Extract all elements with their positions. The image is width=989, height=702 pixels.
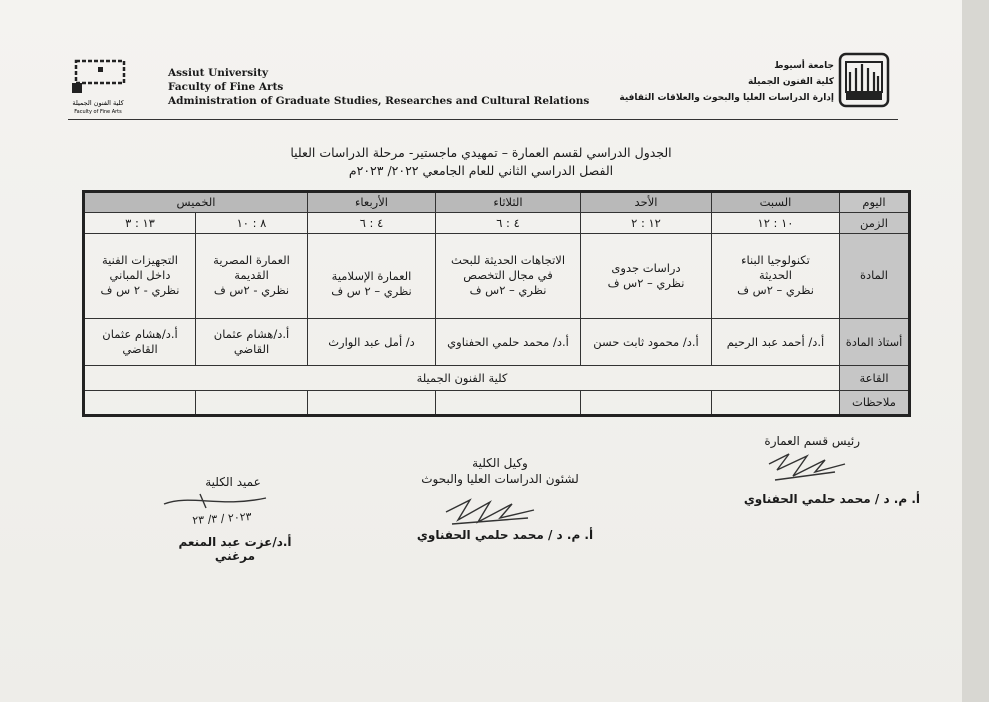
faculty-name-en: Faculty of Fine Arts (168, 81, 284, 93)
row-label-day: اليوم (840, 192, 910, 213)
header-divider (68, 119, 898, 120)
row-label-notes: ملاحظات (840, 391, 910, 416)
notes-cell (196, 391, 308, 416)
vice-dean-name: أ. م. د / محمد حلمي الحفناوي (416, 528, 594, 542)
row-times (84, 213, 910, 233)
vice-dean-role: وكيل الكلية (472, 456, 528, 470)
row-days (84, 192, 910, 213)
row-label-professor: أستاذ المادة (840, 319, 910, 366)
head-of-dept-name: أ. م. د / محمد حلمي الحفناوي (743, 492, 920, 506)
subject-cell: العمارة الإسلامية نظري – ٢ س ف (308, 233, 436, 319)
logo-left-caption-ar: كلية الفنون الجميلة (72, 99, 124, 107)
notes-cell (436, 391, 581, 416)
professor-cell: أ.د/ محمود ثابت حسن (581, 319, 712, 366)
row-label-time: الزمن (840, 213, 910, 233)
row-professors (84, 319, 910, 366)
day-sunday: الأحد (581, 192, 712, 213)
faculty-name-ar: كلية الفنون الجميلة (747, 77, 834, 87)
university-name-en: Assiut University (168, 67, 269, 79)
day-thursday: الخميس (84, 192, 308, 213)
notes-cell (308, 391, 436, 416)
subject-cell: تكنولوجيا البناء الحديثة نظري – ٢س ف (712, 233, 840, 319)
professor-cell: د/ أمل عبد الوارث (308, 319, 436, 366)
day-tuesday: الثلاثاء (436, 192, 581, 213)
subject-cell: العمارة المصرية القديمة نظري - ٢س ف (196, 233, 308, 319)
faculty-logo-left (68, 55, 130, 115)
administration-name-en: Administration of Graduate Studies, Researches and Cultural Relations (168, 95, 590, 107)
signature-vice-dean (400, 455, 600, 487)
subject-cell: دراسات جدوى نظري – ٢س ف (581, 233, 712, 319)
row-hall (84, 366, 910, 391)
dean-signature-date: ٢٠٢٣ / ٣/ ٢٣ (191, 509, 253, 528)
signature-head-of-dept (700, 433, 920, 449)
vice-dean-signature (440, 492, 540, 528)
time-cell: ١٣ : ٣ (84, 213, 196, 233)
document-subtitle: الفصل الدراسي الثاني للعام الجامعي ٢٠٢٢/ ٢٠٢٣م (348, 163, 614, 178)
dean-role: عميد الكلية (205, 475, 261, 489)
professor-cell: أ.د/هشام عثمان القاضي (196, 319, 308, 366)
page-edge (962, 0, 989, 702)
time-cell: ١٠ : ١٢ (712, 213, 840, 233)
time-cell: ١٢ : ٢ (581, 213, 712, 233)
subject-cell: الاتجاهات الحديثة للبحث في مجال التخصص نظري – ٢س ف (436, 233, 581, 319)
time-cell: ٤ : ٦ (308, 213, 436, 233)
administration-name-ar: إدارة الدراسات العليا والبحوث والعلاقات الثقافية (619, 93, 834, 103)
day-saturday: السبت (712, 192, 840, 213)
professor-cell: أ.د/ محمد حلمي الحفناوي (436, 319, 581, 366)
schedule-table (82, 190, 911, 417)
time-cell: ٤ : ٦ (436, 213, 581, 233)
dean-name: أ.د/عزت عبد المنعم مرغني (178, 535, 292, 563)
notes-cell (712, 391, 840, 416)
row-label-hall: القاعة (840, 366, 910, 391)
vice-dean-role-line2: لشئون الدراسات العليا والبحوث (421, 472, 579, 486)
row-label-subject: المادة (840, 233, 910, 319)
dean-signature (160, 490, 270, 512)
subject-cell: التجهيزات الفنية داخل المباني نظري - ٢ س ف (84, 233, 196, 319)
row-subjects (84, 233, 910, 319)
professor-cell: أ.د/هشام عثمان القاضي (84, 319, 196, 366)
document-title: الجدول الدراسي لقسم العمارة – تمهيدي ماجستير- مرحلة الدراسات العليا (290, 145, 672, 160)
header-arabic (619, 58, 834, 106)
professor-cell: أ.د/ أحمد عبد الرحيم (712, 319, 840, 366)
time-cell: ٨ : ١٠ (196, 213, 308, 233)
logo-left-caption-en: Faculty of Fine Arts (74, 109, 122, 115)
row-notes (84, 391, 910, 416)
hall-cell: كلية الفنون الجميلة (84, 366, 840, 391)
head-of-dept-role: رئيس قسم العمارة (764, 434, 860, 448)
notes-cell (581, 391, 712, 416)
notes-cell (84, 391, 196, 416)
head-of-dept-signature (765, 450, 850, 486)
university-seal-icon (836, 50, 892, 110)
university-name-ar: جامعة أسيوط (774, 61, 834, 71)
day-wednesday: الأربعاء (308, 192, 436, 213)
header-english (168, 66, 589, 108)
